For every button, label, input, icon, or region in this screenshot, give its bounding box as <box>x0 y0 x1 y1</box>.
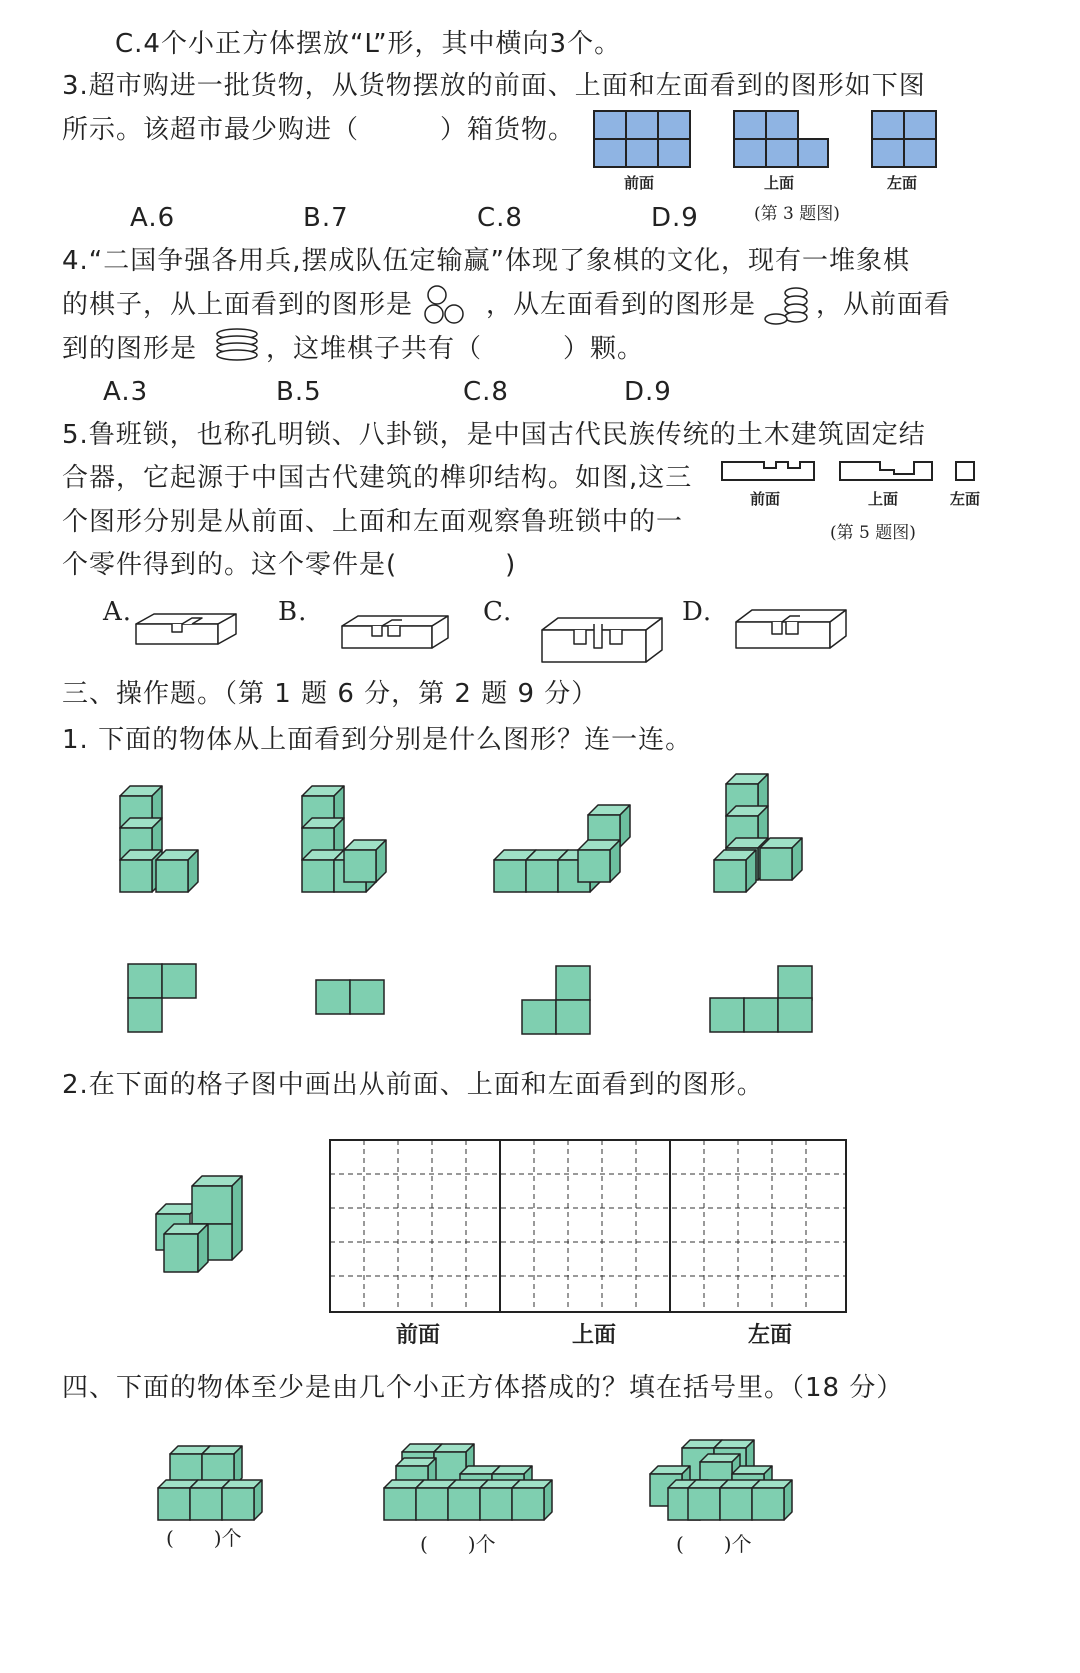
q3-caption: (第 3 题图) <box>754 204 840 224</box>
section4-solid-3 <box>650 1440 792 1520</box>
q5-stem-line2: 合器，它起源于中国古代建筑的榫卯结构。如图,这三 <box>62 463 693 493</box>
q3-view-label-top: 上面 <box>764 174 795 192</box>
q4-option-c: C.8 <box>463 377 509 407</box>
q5-caption: (第 5 题图) <box>830 523 916 543</box>
q4-stem-line3b: ，这堆棋子共有（ ）颗。 <box>266 334 645 364</box>
q4-stem-line2c: ，从前面看 <box>816 290 952 320</box>
q4-stem-line2b: ，从左面看到的图形是 <box>486 290 757 320</box>
chess-left-view-icon <box>762 287 812 327</box>
section3-q1: 1. 下面的物体从上面看到分别是什么图形？连一连。 <box>62 725 693 755</box>
q5-option-c: C. <box>483 597 513 627</box>
q5-part-b-figure <box>338 606 454 656</box>
q4-stem-line1: 4.“二国争强各用兵,摆成队伍定输赢”体现了象棋的文化，现有一堆象棋 <box>62 246 911 276</box>
q3-view-label-left: 左面 <box>887 174 918 192</box>
q3-stem-line2: 所示。该超市最少购进（ ）箱货物。 <box>62 115 576 145</box>
q4-stem-line2a: 的棋子，从上面看到的图形是 <box>62 290 414 320</box>
q5-part-d-figure <box>732 600 852 656</box>
section3-q1-top-views <box>120 958 830 1038</box>
q5-stem-line1: 5.鲁班锁，也称孔明锁、八卦锁，是中国古代民族传统的土木建筑固定结 <box>62 420 926 450</box>
q5-stem-line3: 个图形分别是从前面、上面和左面观察鲁班锁中的一 <box>62 507 684 537</box>
q3-option-a: A.6 <box>130 203 176 233</box>
drawing-grid[interactable] <box>328 1138 850 1316</box>
q4-option-b: B.5 <box>276 377 322 407</box>
section4-title: 四、下面的物体至少是由几个小正方体搭成的？填在括号里。（18 分） <box>62 1373 904 1403</box>
q5-view-label-top: 上面 <box>868 490 899 508</box>
section3-q2: 2.在下面的格子图中画出从前面、上面和左面看到的图形。 <box>62 1070 764 1100</box>
chess-top-view-icon <box>424 284 470 326</box>
section3-q2-solid <box>150 1170 260 1280</box>
q5-option-a: A. <box>103 597 133 627</box>
solid-3 <box>494 805 630 892</box>
q5-part-a-figure <box>132 606 242 654</box>
q3-option-d: D.9 <box>651 203 699 233</box>
q4-option-d: D.9 <box>624 377 672 407</box>
grid-label-front: 前面 <box>396 1323 441 1348</box>
section4-blank-1[interactable]: ( )个 <box>166 1526 242 1550</box>
q5-views-figure <box>718 458 980 488</box>
section4-solids <box>150 1436 810 1528</box>
q5-option-b: B. <box>278 597 308 627</box>
q3-view-label-front: 前面 <box>624 174 655 192</box>
solid-2 <box>302 786 386 892</box>
section3-q1-solids <box>110 770 830 895</box>
section4-solid-1 <box>158 1446 262 1520</box>
section4-solid-2 <box>384 1444 552 1520</box>
q5-stem-line4: 个零件得到的。这个零件是( ) <box>62 550 517 580</box>
grid-label-left: 左面 <box>748 1323 793 1348</box>
section3-title: 三、操作题。（第 1 题 6 分，第 2 题 9 分） <box>62 679 599 709</box>
q5-part-c-figure <box>538 604 668 668</box>
q5-view-label-left: 左面 <box>950 490 981 508</box>
q4-option-a: A.3 <box>103 377 149 407</box>
q3-option-c: C.8 <box>477 203 523 233</box>
chess-front-view-icon <box>212 328 262 362</box>
q5-option-d: D. <box>682 597 713 627</box>
q3-views-figure <box>590 106 950 176</box>
q3-option-b: B.7 <box>303 203 349 233</box>
grid-label-top: 上面 <box>572 1323 617 1348</box>
solid-1 <box>120 786 198 892</box>
q5-view-label-front: 前面 <box>750 490 781 508</box>
section4-blank-2[interactable]: ( )个 <box>420 1532 496 1556</box>
q4-stem-line3a: 到的图形是 <box>62 334 198 364</box>
q2-option-c: C.4个小正方体摆放“L”形，其中横向3个。 <box>115 29 622 59</box>
section4-blank-3[interactable]: ( )个 <box>676 1532 752 1556</box>
solid-4 <box>714 774 802 892</box>
q3-stem-line1: 3.超市购进一批货物，从货物摆放的前面、上面和左面看到的图形如下图 <box>62 71 926 101</box>
